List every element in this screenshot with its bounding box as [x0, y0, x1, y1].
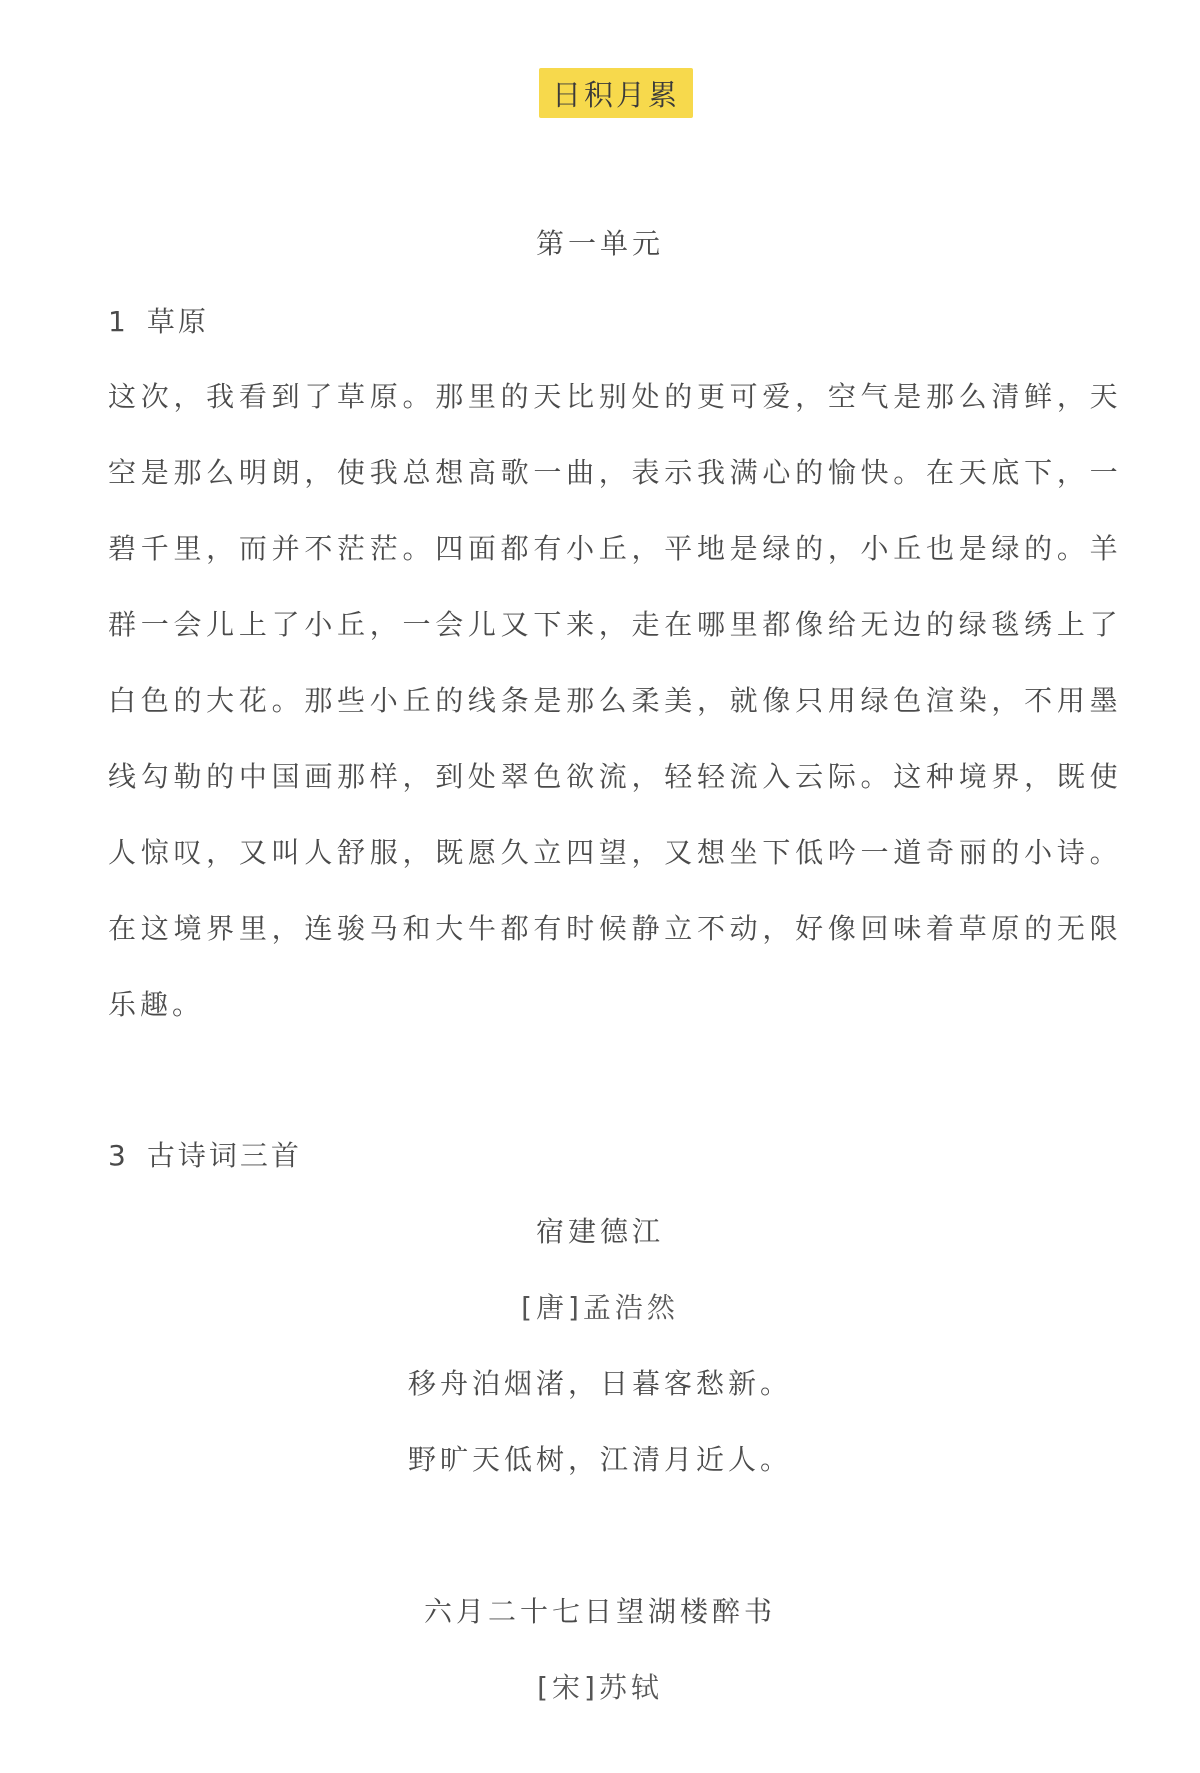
- passage-line: 在 这 境 界 里 ， 连 骏 马 和 大 牛 都 有 时 候 静 立 不 动 ， 好 像 回 味 着 草 原 的 无 限: [108, 912, 1118, 945]
- passage-line: 空 是 那 么 明 朗 ， 使 我 总 想 高 歌 一 曲 ， 表 示 我 满 心 的 愉 快 。 在 天 底 下 ， 一: [108, 456, 1118, 489]
- section-title: 草原: [146, 305, 209, 338]
- poem-author: [唐]孟浩然: [521, 1291, 679, 1324]
- header-badge-text: 日积月累: [551, 77, 680, 112]
- poem-title: 宿建德江: [535, 1215, 664, 1248]
- header-badge: [539, 68, 693, 118]
- section-heading: [108, 300, 209, 340]
- section-title: 古诗词三首: [146, 1139, 302, 1172]
- poem-line: 野旷天低树，江清月近人。: [407, 1443, 792, 1476]
- poem-line: 移舟泊烟渚，日暮客愁新。: [407, 1367, 792, 1400]
- passage-line: 群 一 会 儿 上 了 小 丘 ， 一 会 儿 又 下 来 ， 走 在 哪 里 都 像 给 无 边 的 绿 毯 绣 上 了: [108, 608, 1118, 641]
- passage-line: 这 次 ， 我 看 到 了 草 原 。 那 里 的 天 比 别 处 的 更 可 爱 ， 空 气 是 那 么 清 鲜 ， 天: [108, 380, 1118, 413]
- section-number: 1: [108, 305, 129, 338]
- section-heading: [108, 1134, 302, 1174]
- section-number: 3: [108, 1139, 129, 1172]
- passage-line: 线 勾 勒 的 中 国 画 那 样 ， 到 处 翠 色 欲 流 ， 轻 轻 流 入 云 际 。 这 种 境 界 ， 既 使: [108, 760, 1118, 793]
- passage-line: 乐趣。: [108, 988, 205, 1021]
- passage-line: 人 惊 叹 ， 又 叫 人 舒 服 ， 既 愿 久 立 四 望 ， 又 想 坐 下 低 吟 一 道 奇 丽 的 小 诗 。: [108, 836, 1118, 869]
- poem-title: 六月二十七日望湖楼醉书: [423, 1595, 776, 1628]
- passage-line: 白 色 的 大 花 。 那 些 小 丘 的 线 条 是 那 么 柔 美 ， 就 像 只 用 绿 色 渲 染 ， 不 用 墨: [108, 684, 1118, 717]
- poem-author: [宋]苏轼: [537, 1671, 663, 1704]
- passage-text: [108, 372, 1118, 1056]
- passage-line: 碧 千 里 ， 而 并 不 茫 茫 。 四 面 都 有 小 丘 ， 平 地 是 绿 的 ， 小 丘 也 是 绿 的 。 羊: [108, 532, 1118, 565]
- unit-title: 第一单元: [535, 227, 664, 260]
